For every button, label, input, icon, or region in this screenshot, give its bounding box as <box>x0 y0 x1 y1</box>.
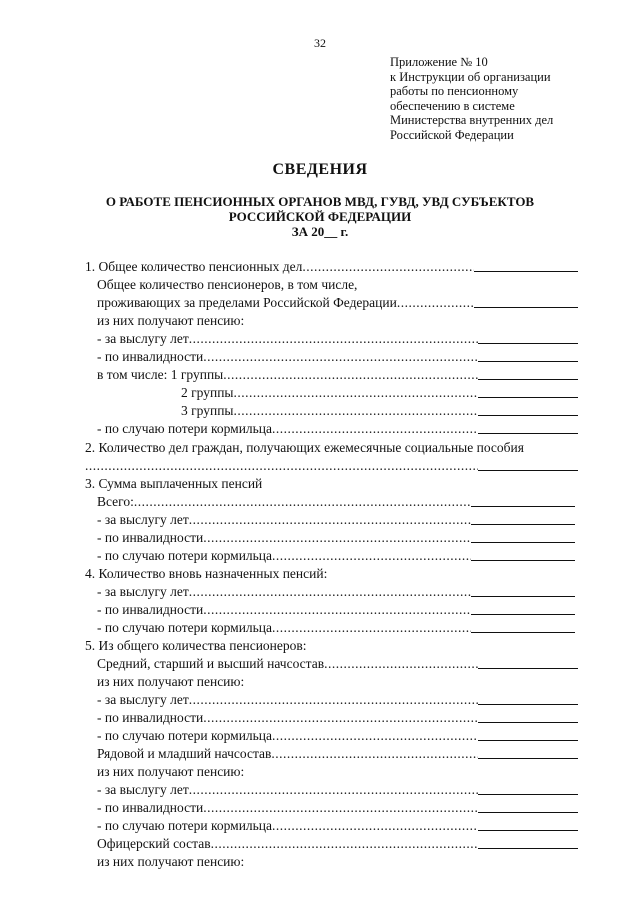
form-line <box>97 583 575 600</box>
answer-blank[interactable] <box>478 402 578 416</box>
form-line <box>97 709 578 726</box>
form-line <box>97 601 575 618</box>
answer-blank[interactable] <box>478 366 578 380</box>
line-label: - за выслугу лет <box>97 584 189 599</box>
answer-blank[interactable] <box>474 258 578 272</box>
line-label: Всего: <box>97 494 134 509</box>
answer-blank[interactable] <box>478 781 578 795</box>
answer-blank[interactable] <box>478 384 578 398</box>
line-label: Общее количество пенсионеров, в том числе, <box>97 277 358 292</box>
form-line <box>85 475 485 492</box>
form-line <box>97 817 578 834</box>
leader-dots <box>272 727 478 744</box>
form-line <box>97 799 578 816</box>
leader-dots <box>397 294 474 311</box>
appendix-line: работы по пенсионному <box>390 84 519 99</box>
leader-dots <box>203 348 478 365</box>
answer-blank[interactable] <box>478 727 578 741</box>
subtitle-line-2: РОССИЙСКОЙ ФЕДЕРАЦИИ <box>228 209 412 224</box>
line-label: 5. Из общего количества пенсионеров: <box>85 638 307 653</box>
appendix-line: к Инструкции об организации <box>390 69 551 84</box>
document-title: СВЕДЕНИЯ <box>272 161 368 178</box>
answer-blank[interactable] <box>471 511 575 525</box>
leader-dots <box>272 420 478 437</box>
form-line <box>97 529 575 546</box>
answer-blank[interactable] <box>471 547 575 561</box>
leader-dots <box>272 547 471 564</box>
subtitle-line-1: О РАБОТЕ ПЕНСИОННЫХ ОРГАНОВ МВД, ГУВД, УВД СУБЪЕКТОВ <box>105 194 535 209</box>
form-line <box>97 493 575 510</box>
line-label: - по случаю потери кормильца <box>97 818 273 833</box>
line-label: - за выслугу лет <box>97 512 189 527</box>
line-label: - по инвалидности <box>97 349 204 364</box>
line-label: - по инвалидности <box>97 530 204 545</box>
form-line <box>85 565 485 582</box>
form-line <box>97 763 397 780</box>
line-label: проживающих за пределами Российской Федерации <box>97 295 397 310</box>
answer-blank[interactable] <box>471 583 575 597</box>
form-line <box>181 384 578 401</box>
leader-dots <box>223 366 478 383</box>
form-line <box>97 727 578 744</box>
line-label: 3. Сумма выплаченных пенсий <box>85 476 263 491</box>
line-label: - по инвалидности <box>97 602 204 617</box>
form-line <box>85 637 485 654</box>
form-line <box>97 276 497 293</box>
form-line <box>97 511 575 528</box>
document-subtitle <box>0 194 640 239</box>
leader-dots <box>189 781 478 798</box>
line-label: - за выслугу лет <box>97 692 189 707</box>
leader-dots <box>203 601 471 618</box>
form-line <box>97 781 578 798</box>
form-line <box>97 655 578 672</box>
appendix-line: Российской Федерации <box>390 127 514 142</box>
leader-dots <box>189 691 478 708</box>
leader-dots <box>272 817 478 834</box>
line-label: Средний, старший и высший начсостав <box>97 656 325 671</box>
leader-dots <box>85 457 478 474</box>
form-line <box>97 619 575 636</box>
line-label: - по инвалидности <box>97 800 204 815</box>
form-line <box>97 547 575 564</box>
answer-blank[interactable] <box>478 817 578 831</box>
answer-blank[interactable] <box>478 835 578 849</box>
answer-blank[interactable] <box>478 799 578 813</box>
form-line <box>97 853 397 870</box>
appendix-note <box>390 55 600 143</box>
form-line <box>97 835 578 852</box>
leader-dots <box>271 745 478 762</box>
leader-dots <box>189 583 471 600</box>
form-line <box>97 330 578 347</box>
line-label: в том числе: 1 группы <box>97 367 224 382</box>
form-line <box>97 312 397 329</box>
leader-dots <box>134 493 471 510</box>
line-label: 2. Количество дел граждан, получающих ежемесячные социальные пособия <box>85 440 524 455</box>
line-label: - по случаю потери кормильца <box>97 620 273 635</box>
subtitle-period: ЗА 20__ г. <box>291 224 349 239</box>
form-body <box>0 258 640 869</box>
form-line <box>97 745 578 762</box>
form-line <box>97 348 578 365</box>
answer-blank[interactable] <box>478 330 578 344</box>
form-line <box>97 366 578 383</box>
line-label: - по случаю потери кормильца <box>97 728 273 743</box>
answer-blank[interactable] <box>478 348 578 362</box>
answer-blank[interactable] <box>478 745 578 759</box>
line-label: - за выслугу лет <box>97 782 189 797</box>
form-line <box>97 691 578 708</box>
answer-blank[interactable] <box>471 619 575 633</box>
line-label: - по случаю потери кормильца <box>97 548 273 563</box>
line-label: 2 группы <box>181 385 234 400</box>
appendix-line: Министерства внутренних дел <box>390 113 554 128</box>
line-label: Рядовой и младший начсостав <box>97 746 272 761</box>
line-label: 4. Количество вновь назначенных пенсий: <box>85 566 328 581</box>
line-label: - по инвалидности <box>97 710 204 725</box>
form-line <box>97 673 397 690</box>
line-label: - за выслугу лет <box>97 331 189 346</box>
leader-dots <box>203 709 478 726</box>
line-label: Офицерский состав <box>97 836 211 851</box>
leader-dots <box>211 835 478 852</box>
form-line <box>85 457 578 474</box>
answer-blank[interactable] <box>474 294 578 308</box>
answer-blank[interactable] <box>478 420 578 434</box>
page-number: 32 <box>314 36 326 50</box>
leader-dots <box>203 799 478 816</box>
answer-blank[interactable] <box>478 709 578 723</box>
leader-dots <box>189 511 471 528</box>
line-label: - по случаю потери кормильца <box>97 421 273 436</box>
leader-dots <box>203 529 471 546</box>
answer-blank[interactable] <box>478 691 578 705</box>
answer-blank[interactable] <box>478 457 578 471</box>
line-label: из них получают пенсию: <box>97 674 245 689</box>
form-line <box>181 402 578 419</box>
leader-dots <box>234 402 478 419</box>
answer-blank[interactable] <box>478 655 578 669</box>
form-line <box>85 439 585 456</box>
answer-blank[interactable] <box>471 529 575 543</box>
answer-blank[interactable] <box>471 493 575 507</box>
leader-dots <box>302 258 474 275</box>
line-label: из них получают пенсию: <box>97 764 245 779</box>
appendix-line: Приложение № 10 <box>390 55 488 69</box>
line-label: из них получают пенсию: <box>97 854 245 869</box>
appendix-line: обеспечению в системе <box>390 98 515 113</box>
leader-dots <box>234 384 478 401</box>
line-label: 3 группы <box>181 403 234 418</box>
form-line <box>97 294 578 311</box>
line-label: из них получают пенсию: <box>97 313 245 328</box>
form-line <box>97 420 578 437</box>
line-label: 1. Общее количество пенсионных дел <box>85 259 303 274</box>
form-line <box>85 258 578 275</box>
leader-dots <box>272 619 471 636</box>
leader-dots <box>324 655 478 672</box>
answer-blank[interactable] <box>471 601 575 615</box>
leader-dots <box>189 330 478 347</box>
